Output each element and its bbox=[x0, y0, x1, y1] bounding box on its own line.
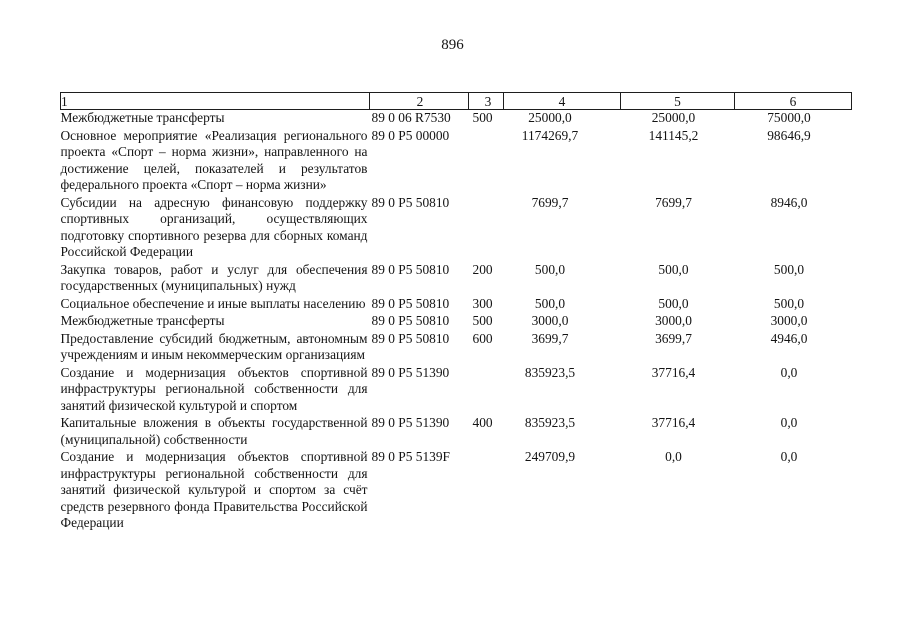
row-value-3: 500,0 bbox=[773, 261, 805, 277]
row-value-2: 37716,4 bbox=[651, 364, 696, 380]
header-col-1: 1 bbox=[61, 93, 370, 110]
row-value-1: 7699,7 bbox=[531, 194, 569, 210]
row-type bbox=[469, 365, 504, 416]
header-col-6: 6 bbox=[735, 93, 852, 110]
row-type: 300 bbox=[472, 295, 493, 311]
row-value-2: 7699,7 bbox=[655, 194, 692, 210]
table-row bbox=[61, 449, 852, 533]
row-value-3: 8946,0 bbox=[770, 194, 808, 210]
table-row bbox=[61, 128, 852, 195]
row-name: Межбюджетные трансферты bbox=[60, 313, 225, 328]
row-type bbox=[469, 195, 504, 262]
header-col-5: 5 bbox=[621, 93, 735, 110]
table-row bbox=[61, 110, 852, 128]
row-type bbox=[469, 449, 504, 533]
row-name: Предоставление субсидий бюджетным, автономным учреждениям и иным некоммерческим организациям bbox=[60, 330, 368, 362]
row-value-1: 835923,5 bbox=[524, 415, 576, 430]
row-value-2: 25000,0 bbox=[651, 110, 696, 125]
row-code: 89 0 P5 51390 bbox=[371, 415, 450, 430]
table-row bbox=[61, 313, 852, 331]
row-value-3: 75000,0 bbox=[767, 110, 811, 125]
page-number: 896 bbox=[441, 37, 464, 53]
row-value-3: 4946,0 bbox=[770, 330, 808, 346]
row-value-3: 98646,9 bbox=[767, 127, 811, 143]
header-row bbox=[61, 93, 852, 110]
header-col-4: 4 bbox=[504, 93, 621, 110]
row-code: 89 0 P5 50810 bbox=[371, 295, 450, 311]
row-type: 500 bbox=[472, 110, 493, 125]
row-value-1: 3699,7 bbox=[531, 330, 569, 346]
row-value-3: 3000,0 bbox=[770, 313, 808, 328]
table-row bbox=[61, 195, 852, 262]
row-type: 600 bbox=[472, 330, 493, 346]
row-value-2: 141145,2 bbox=[648, 127, 699, 143]
row-name: Капитальные вложения в объекты государственной (муниципальной) собственности bbox=[60, 415, 368, 447]
header-col-2: 2 bbox=[370, 93, 469, 110]
row-value-2: 500,0 bbox=[658, 295, 689, 311]
table-row bbox=[61, 296, 852, 314]
row-name: Создание и модернизация объектов спортивной инфраструктуры региональной собственности для занятий физической культурой и спортом за счёт средств резервного фонда Правительства Российской Федерации bbox=[60, 449, 368, 530]
budget-table bbox=[60, 92, 852, 533]
header-col-3: 3 bbox=[469, 93, 504, 110]
row-type: 200 bbox=[472, 261, 493, 277]
row-name: Основное мероприятие «Реализация регионального проекта «Спорт – норма жизни», направленного на достижение целей, показателей и результатов федерального проекта «Спорт – норма жизни» bbox=[60, 127, 368, 192]
row-name: Социальное обеспечение и иные выплаты населению bbox=[60, 295, 366, 311]
row-value-3: 0,0 bbox=[780, 449, 798, 464]
row-code: 89 0 P5 51390 bbox=[371, 364, 450, 380]
table-row bbox=[61, 415, 852, 449]
row-value-1: 500,0 bbox=[534, 261, 566, 277]
row-value-1: 500,0 bbox=[534, 295, 566, 311]
row-value-1: 249709,9 bbox=[524, 449, 576, 464]
row-code: 89 0 P5 00000 bbox=[371, 127, 450, 143]
row-value-3: 0,0 bbox=[780, 415, 798, 430]
table-row bbox=[61, 365, 852, 416]
row-code: 89 0 P5 50810 bbox=[371, 313, 450, 328]
row-code: 89 0 P5 50810 bbox=[371, 194, 450, 210]
row-type: 500 bbox=[472, 313, 493, 328]
row-type: 400 bbox=[472, 415, 493, 430]
row-value-2: 0,0 bbox=[665, 449, 682, 464]
row-name: Субсидии на адресную финансовую поддержку спортивных организаций, осуществляющих подготовку спортивного резерва для сборных команд Российской Федерации bbox=[60, 194, 368, 259]
table-row bbox=[61, 331, 852, 365]
row-code: 89 0 06 R7530 bbox=[371, 110, 451, 125]
row-value-2: 500,0 bbox=[658, 261, 689, 277]
row-code: 89 0 P5 50810 bbox=[371, 261, 450, 277]
row-value-1: 835923,5 bbox=[524, 364, 576, 380]
row-value-1: 1174269,7 bbox=[521, 127, 579, 143]
table-row bbox=[61, 262, 852, 296]
row-code: 89 0 P5 50810 bbox=[371, 330, 450, 346]
row-name: Создание и модернизация объектов спортивной инфраструктуры региональной собственности для занятий физической культурой и спортом bbox=[60, 364, 368, 413]
row-value-1: 25000,0 bbox=[528, 110, 572, 125]
row-name: Межбюджетные трансферты bbox=[60, 110, 225, 125]
row-value-3: 0,0 bbox=[780, 364, 798, 380]
row-code: 89 0 P5 5139F bbox=[371, 449, 450, 464]
row-value-3: 500,0 bbox=[773, 295, 805, 311]
row-value-2: 3000,0 bbox=[655, 313, 692, 328]
row-value-1: 3000,0 bbox=[531, 313, 569, 328]
row-name: Закупка товаров, работ и услуг для обеспечения государственных (муниципальных) нужд bbox=[60, 261, 368, 293]
row-value-2: 37716,4 bbox=[651, 415, 696, 430]
row-type bbox=[469, 128, 504, 195]
row-value-2: 3699,7 bbox=[655, 330, 692, 346]
